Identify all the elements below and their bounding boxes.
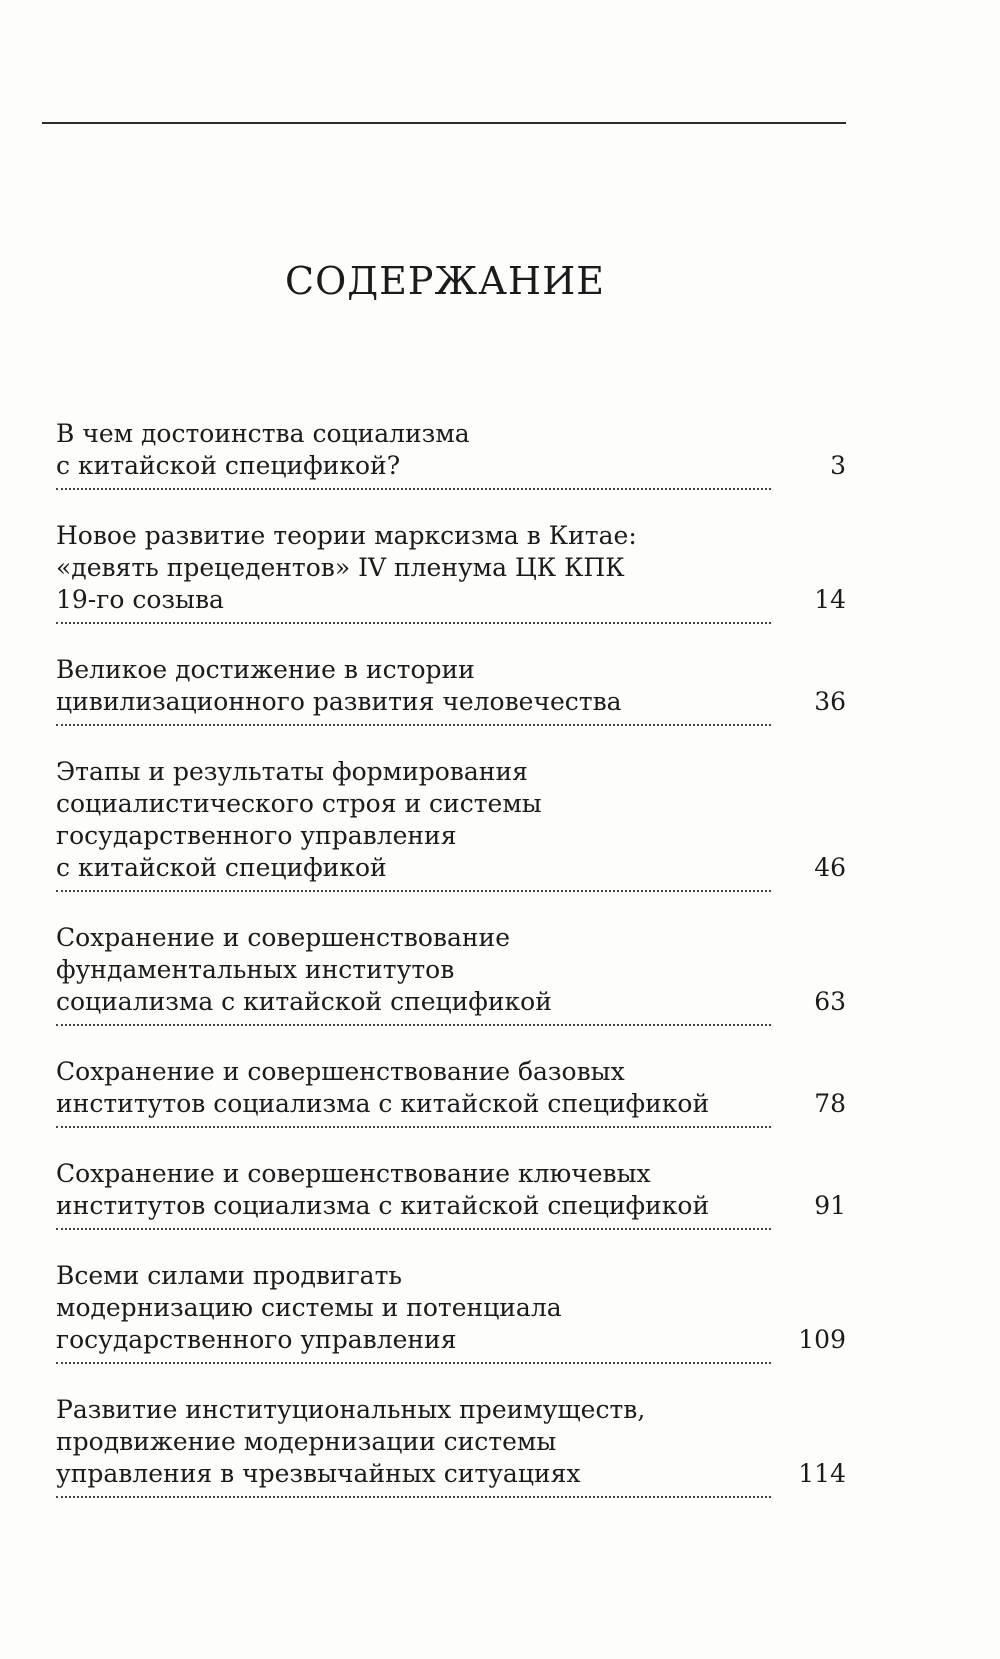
toc-entry-page: 14 <box>814 585 846 614</box>
toc-entry-title: Новое развитие теории марксизма в Китае: «девять прецедентов» IV пленума ЦК КПК 19-го созыва <box>56 521 637 614</box>
dotted-leader <box>56 1126 771 1128</box>
dotted-leader <box>56 724 771 726</box>
toc-entry[interactable] <box>56 756 846 892</box>
toc-entry-page: 46 <box>814 853 846 882</box>
toc-entry-title: Сохранение и совершенствование фундаментальных институтов социализма с китайской спецификой <box>56 923 552 1016</box>
dotted-leader <box>56 1228 771 1230</box>
toc-entry-title: Сохранение и совершенствование базовых институтов социализма с китайской спецификой <box>56 1057 710 1118</box>
toc-entry-page: 36 <box>814 687 846 716</box>
toc-entry-title: Великое достижение в истории цивилизационного развития человечества <box>56 655 622 716</box>
toc-entry[interactable] <box>56 1158 846 1230</box>
dotted-leader <box>56 1496 771 1498</box>
toc-entry-page: 3 <box>830 451 846 480</box>
toc-entry-page: 78 <box>814 1089 846 1118</box>
toc-entry-title: Этапы и результаты формирования социалистического строя и системы государственного управления с китайской спецификой <box>56 757 542 882</box>
toc-entry-page: 63 <box>814 987 846 1016</box>
dotted-leader <box>56 890 771 892</box>
dotted-leader <box>56 1362 771 1364</box>
toc-entry-page: 91 <box>814 1191 846 1220</box>
toc-entry[interactable] <box>56 1056 846 1128</box>
toc-entry[interactable] <box>56 654 846 726</box>
dotted-leader <box>56 1024 771 1026</box>
toc-entry[interactable] <box>56 1394 846 1498</box>
toc-entry-page: 109 <box>798 1325 846 1354</box>
toc-entry[interactable] <box>56 418 846 490</box>
toc-entry-title: Развитие институциональных преимуществ, продвижение модернизации системы управления в чрезвычайных ситуациях <box>56 1395 646 1488</box>
toc-entry[interactable] <box>56 922 846 1026</box>
dotted-leader <box>56 488 771 490</box>
toc-entry-title: Сохранение и совершенствование ключевых институтов социализма с китайской спецификой <box>56 1159 710 1220</box>
table-of-contents <box>56 418 846 1498</box>
toc-entry-title: Всеми силами продвигать модернизацию системы и потенциала государственного управления <box>56 1261 562 1354</box>
toc-entry-page: 114 <box>798 1459 846 1488</box>
top-rule <box>42 122 846 124</box>
dotted-leader <box>56 622 771 624</box>
toc-entry[interactable] <box>56 520 846 624</box>
page-title: СОДЕРЖАНИЕ <box>285 259 605 303</box>
toc-entry-title: В чем достоинства социализма с китайской спецификой? <box>56 419 470 480</box>
toc-entry[interactable] <box>56 1260 846 1364</box>
